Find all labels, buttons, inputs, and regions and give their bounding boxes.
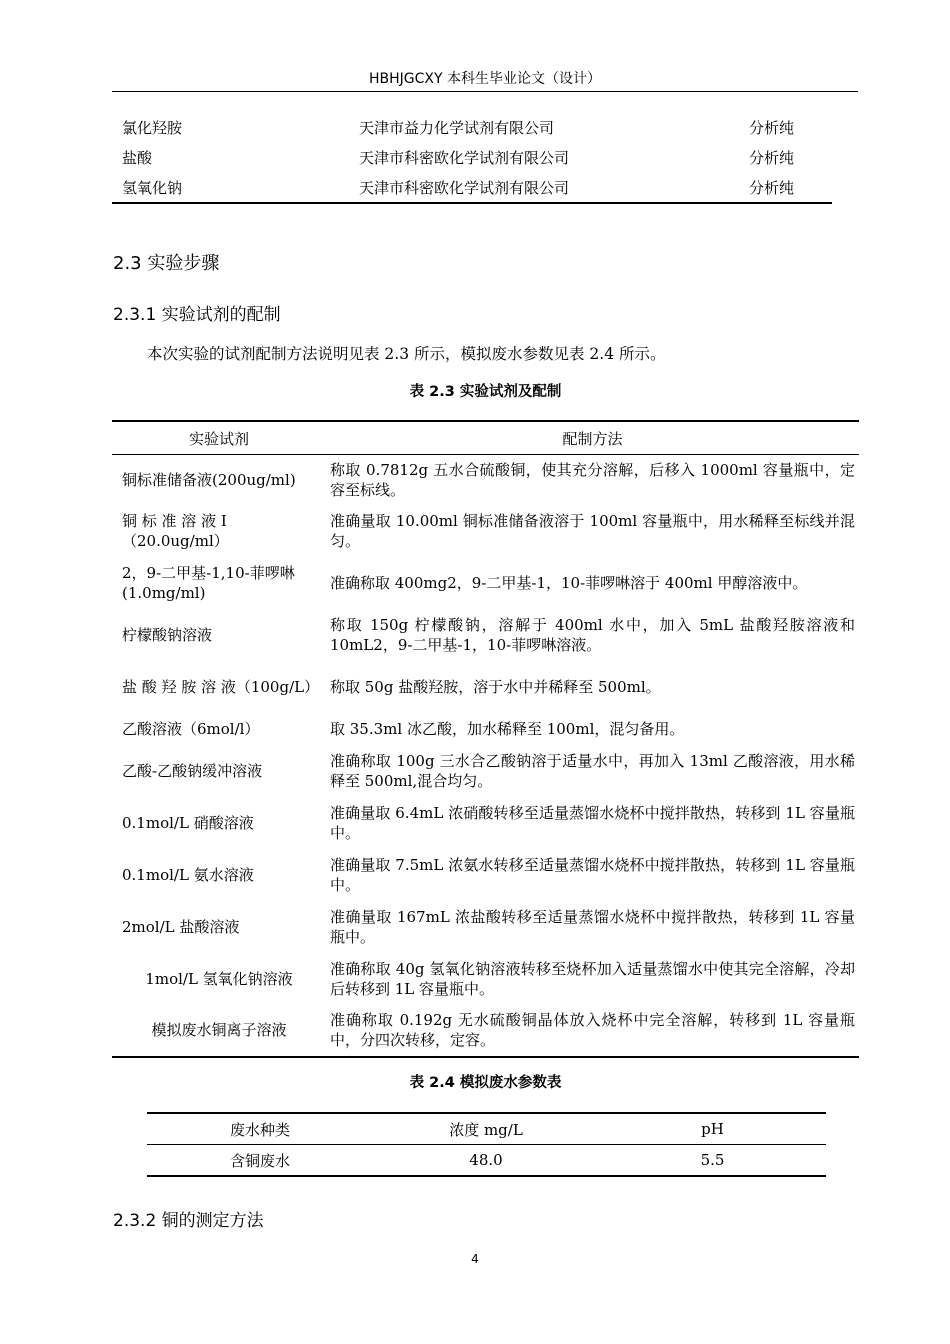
section-heading-2-3-2: 2.3.2 铜的测定方法 [113, 1211, 264, 1231]
preparation-method: 准确称取 40g 氢氧化钠溶液转移至烧杯加入适量蒸馏水中使其完全溶解，冷却后转移到 1L 容量瓶中。 [330, 959, 855, 998]
wastewater-parameter-table [147, 1112, 826, 1177]
table-row [112, 661, 859, 713]
table-row [112, 172, 832, 203]
reagent-name: 2，9-二甲基-1,10-菲啰啉(1.0mg/ml) [122, 563, 295, 602]
table-row [112, 745, 859, 797]
table-row [112, 953, 859, 1005]
supplier-name: 天津市科密欧化学试剂有限公司 [359, 148, 570, 167]
table-2-4-caption: 表 2.4 模拟废水参数表 [409, 1075, 562, 1091]
preparation-method: 准确称取 0.192g 无水硫酸铜晶体放入烧杯中完全溶解，转移到 1L 容量瓶中，分四次转移，定容。 [330, 1011, 855, 1049]
reagent-name: 模拟废水铜离子溶液 [151, 1021, 287, 1039]
column-header-type: 废水种类 [147, 1113, 373, 1145]
reagent-name: 1mol/L 氢氧化钠溶液 [145, 969, 293, 988]
table-row [112, 455, 859, 505]
table-row [112, 505, 859, 557]
column-header-ph: pH [599, 1113, 826, 1145]
grade: 分析纯 [749, 178, 795, 197]
wastewater-type: 含铜废水 [229, 1151, 290, 1170]
reagent-name: 0.1mol/L 硝酸溶液 [122, 813, 254, 832]
preparation-method: 准确量取 7.5mL 浓氨水转移至适量蒸馏水烧杯中搅拌散热，转移到 1L 容量瓶中。 [330, 855, 855, 894]
reagent-name: 氢氧化钠 [122, 178, 183, 197]
preparation-method: 称取 50g 盐酸羟胺，溶于水中并稀释至 500ml。 [330, 677, 661, 696]
reagent-supplier-table [112, 112, 832, 204]
section-heading-2-3-1: 2.3.1 实验试剂的配制 [113, 305, 281, 325]
preparation-method: 称取 150g 柠檬酸钠，溶解于 400ml 水中，加入 5mL 盐酸羟胺溶液和 10mL2，9-二甲基-1，10-菲啰啉溶液。 [330, 615, 855, 654]
page-header: HBHJGCXY 本科生毕业论文（设计） [368, 71, 601, 87]
column-header-method: 配制方法 [326, 421, 859, 455]
reagent-name: 2mol/L 盐酸溶液 [122, 917, 240, 936]
table-row [112, 112, 832, 142]
table-row [112, 142, 832, 172]
reagent-name: 乙酸-乙酸钠缓冲溶液 [122, 761, 263, 780]
preparation-method: 称取 0.7812g 五水合硫酸铜，使其充分溶解，后移入 1000ml 容量瓶中，定容至标线。 [330, 460, 855, 499]
preparation-method: 准确量取 167mL 浓盐酸转移至适量蒸馏水烧杯中搅拌散热，转移到 1L 容量瓶中。 [330, 907, 855, 946]
column-header-concentration: 浓度 mg/L [373, 1113, 599, 1145]
reagent-name: 乙酸溶液（6mol/l） [122, 719, 260, 738]
table-row [112, 1005, 859, 1057]
table-row [112, 797, 859, 849]
table-row [147, 1145, 826, 1177]
table-header-row [112, 421, 859, 455]
supplier-name: 天津市益力化学试剂有限公司 [359, 118, 555, 137]
preparation-method: 准确量取 6.4mL 浓硝酸转移至适量蒸馏水烧杯中搅拌散热，转移到 1L 容量瓶中。 [330, 803, 855, 842]
reagent-name: 柠檬酸钠溶液 [122, 625, 213, 644]
reagent-name: 铜标准储备液(200ug/ml) [122, 470, 296, 489]
page-number: 4 [471, 1252, 479, 1266]
reagent-name: 盐酸 [122, 148, 153, 167]
grade: 分析纯 [749, 148, 795, 167]
table-2-3-caption: 表 2.3 实验试剂及配制 [409, 384, 562, 400]
table-row [112, 609, 859, 661]
table-row [112, 557, 859, 609]
reagent-name: 盐 酸 羟 胺 溶 液（100g/L） [122, 677, 320, 696]
ph-value: 5.5 [700, 1151, 725, 1169]
table-row [112, 713, 859, 745]
body-paragraph: 本次实验的试剂配制方法说明见表 2.3 所示，模拟废水参数见表 2.4 所示。 [147, 345, 666, 363]
preparation-method: 准确称取 100g 三水合乙酸钠溶于适量水中，再加入 13ml 乙酸溶液，用水稀释至 500ml,混合均匀。 [330, 751, 855, 790]
table-row [112, 849, 859, 901]
header-rule [112, 91, 858, 92]
column-header-reagent: 实验试剂 [112, 421, 326, 455]
table-header-row [147, 1113, 826, 1145]
supplier-name: 天津市科密欧化学试剂有限公司 [359, 178, 570, 197]
section-heading-2-3: 2.3 实验步骤 [113, 253, 220, 274]
reagent-name: 铜 标 准 溶 液 Ⅰ（20.0ug/ml） [122, 511, 229, 550]
preparation-method: 取 35.3ml 冰乙酸，加水稀释至 100ml，混匀备用。 [330, 719, 685, 738]
grade: 分析纯 [749, 118, 795, 137]
preparation-method: 准确称取 400mg2，9-二甲基-1，10-菲啰啉溶于 400ml 甲醇溶液中。 [330, 573, 808, 592]
reagent-name: 氯化羟胺 [122, 118, 183, 137]
reagent-preparation-table [112, 420, 859, 1058]
table-row [112, 901, 859, 953]
reagent-name: 0.1mol/L 氨水溶液 [122, 865, 254, 884]
preparation-method: 准确量取 10.00ml 铜标准储备液溶于 100ml 容量瓶中，用水稀释至标线并混匀。 [330, 511, 855, 550]
concentration-value: 48.0 [469, 1151, 503, 1169]
